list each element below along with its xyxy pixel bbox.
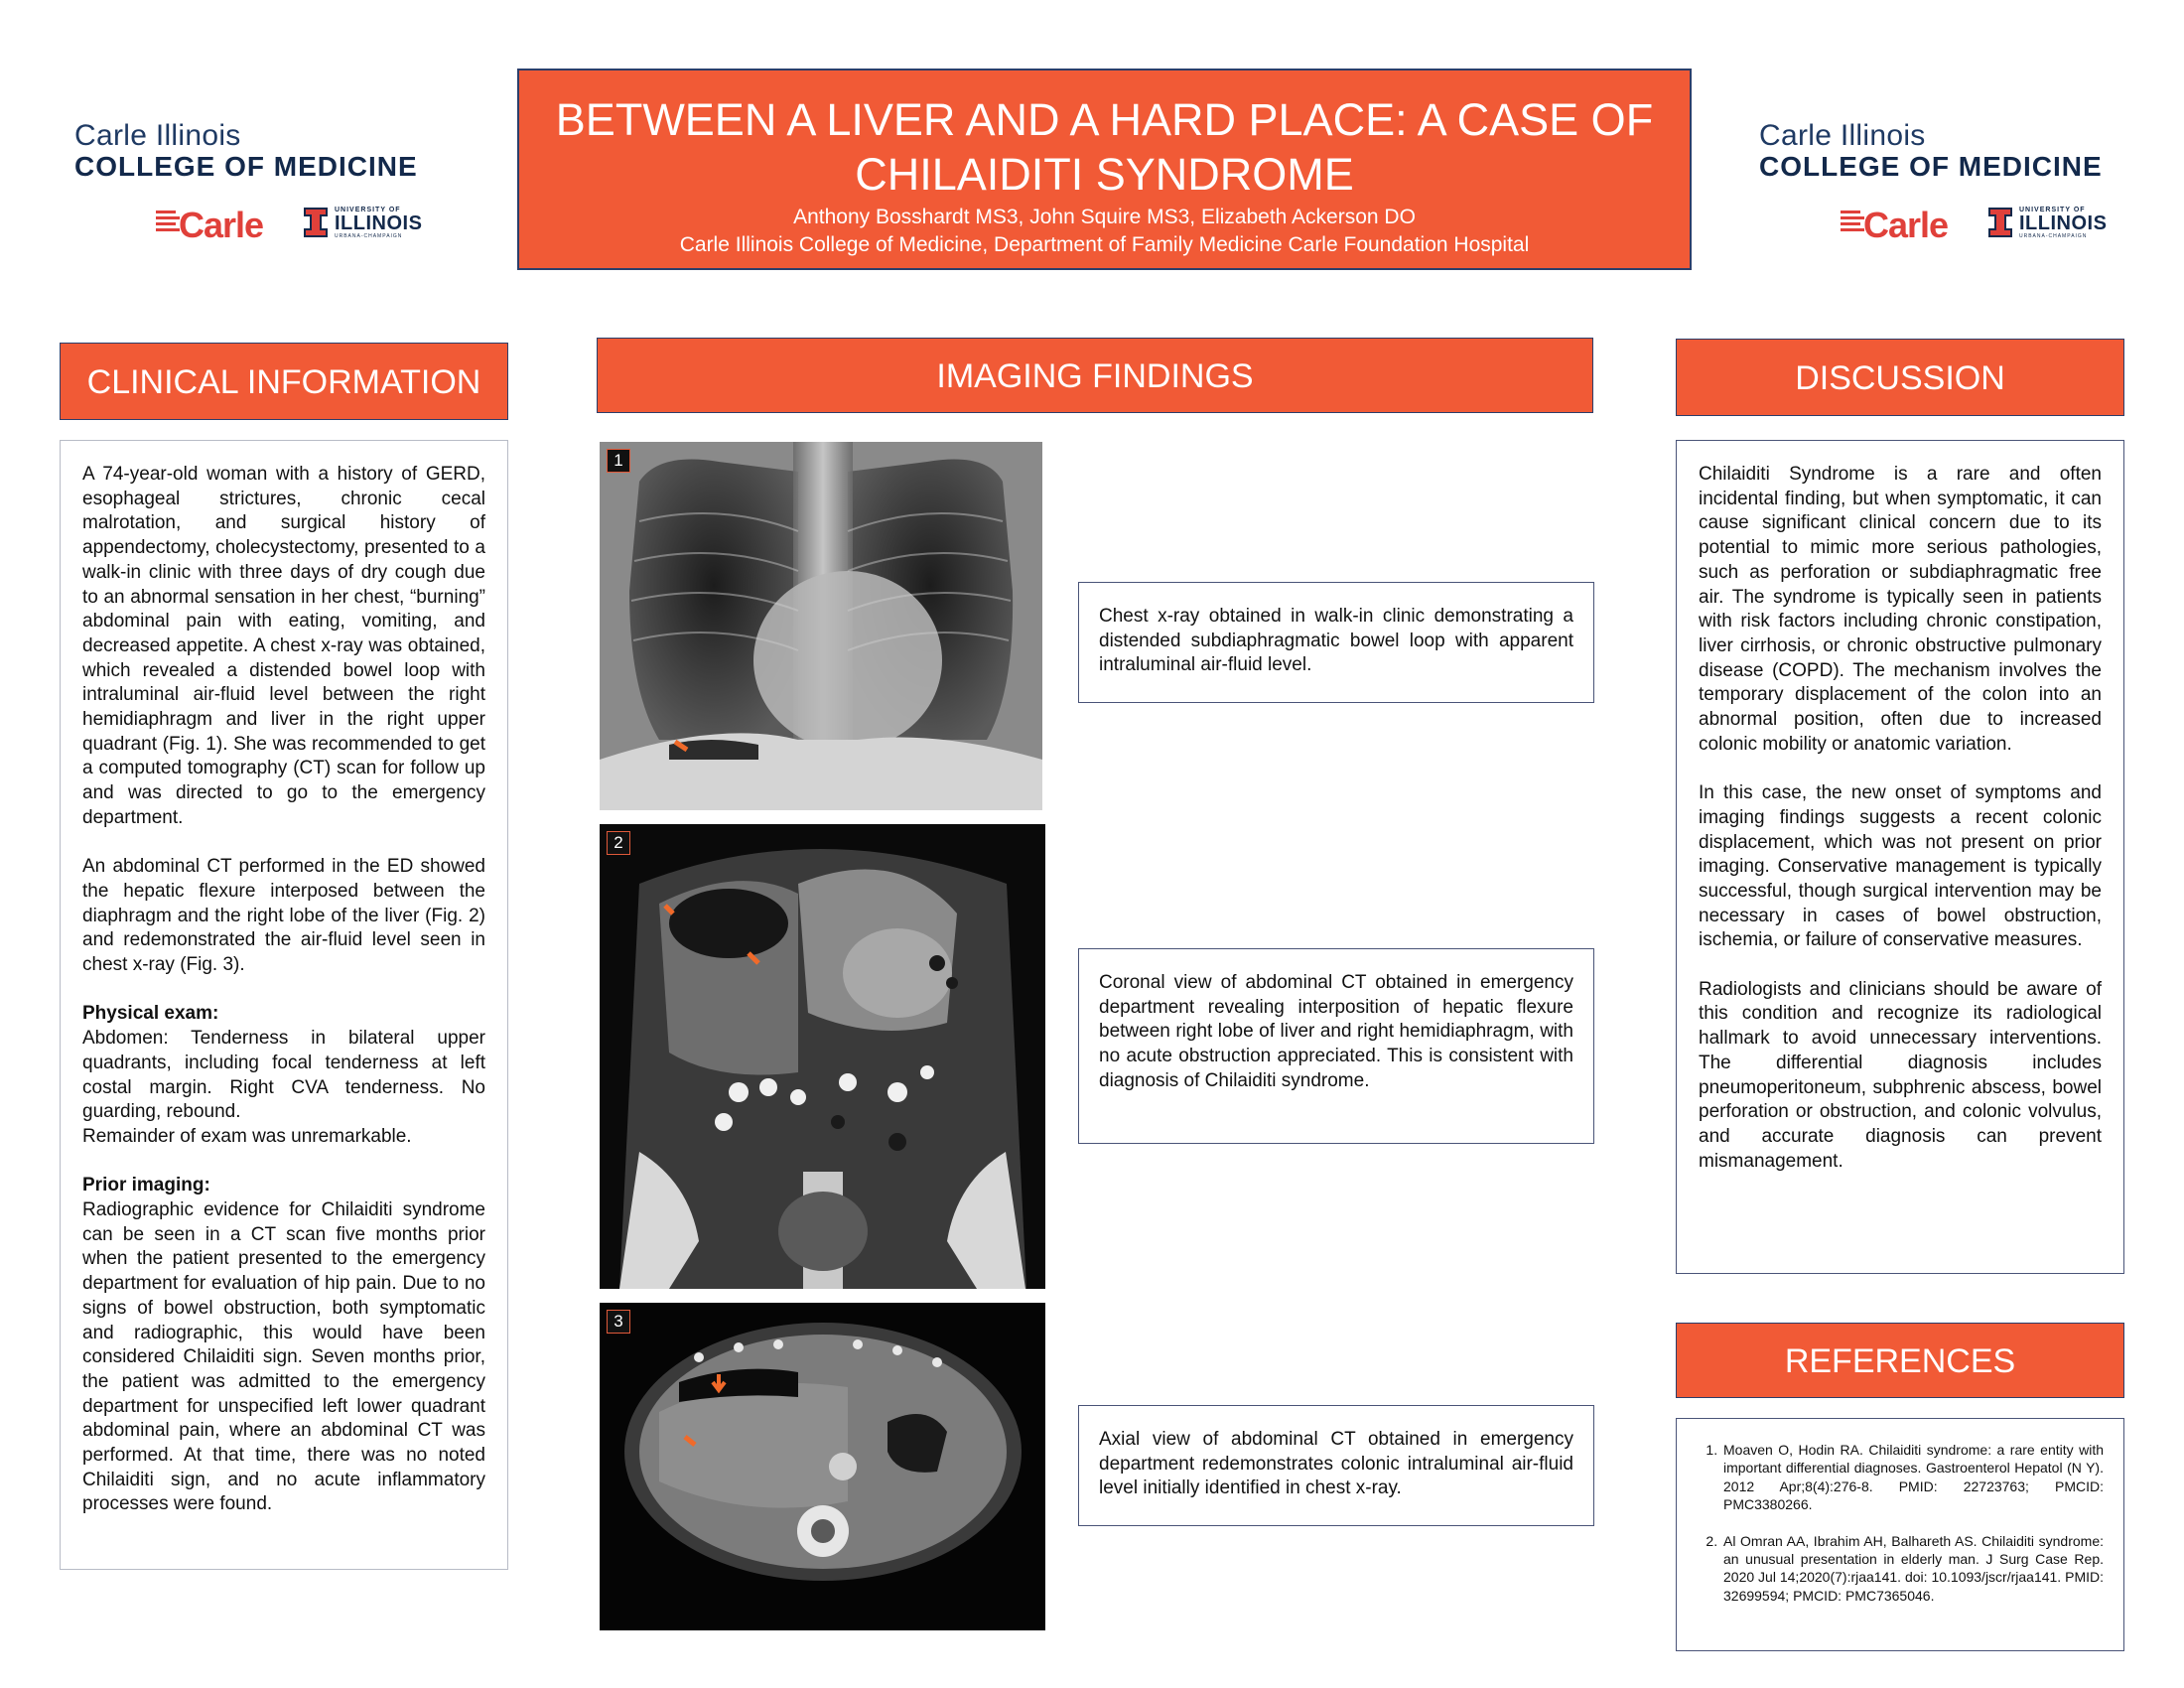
discussion-paragraph-1: Chilaiditi Syndrome is a rare and often incidental finding, but when symptomatic, it can cause significant clinical concern due to its potential to mimic more serious pathologies, such as perforation or subdiaphragmatic free air. The syndrome is typically seen in patients with risk factors including chronic constipation, liver cirrhosis, or chronic obstructive pulmonary disease (COPD). The mechanism involves the temporary displacement of the colon into an abnormal position, often due to increased colonic mobility or anatomic variation. bbox=[1699, 464, 2102, 755]
figure-number: 2 bbox=[607, 831, 630, 855]
discussion-header: DISCUSSION bbox=[1676, 339, 2124, 416]
discussion-paragraph-3: Radiologists and clinicians should be aware of this condition and recognize its radiological hallmark to avoid unnecessary interventions. The differential diagnosis includes pneumoperitoneum, subphrenic abscess, bowel perforation or obstruction, and colonic volvulus, and accurate diagnosis can prevent mismanagement. bbox=[1699, 978, 2102, 1172]
discussion-paragraph-2: In this case, the new onset of symptoms and imaging findings suggests a recent colonic displacement, which was not present on prior imaging. Conservative management is typically successful, though surgical intervention may be necessary in cases of bowel obstruction, ischemia, or failure of conservative measures. bbox=[1699, 782, 2102, 951]
uiuc-illinois: ILLINOIS bbox=[335, 212, 423, 234]
illinois-block-i-icon bbox=[1987, 207, 2013, 238]
references-list bbox=[1677, 1441, 2104, 1605]
logo-left bbox=[74, 119, 432, 248]
physical-exam-text-2: Remainder of exam was unremarkable. bbox=[82, 1125, 412, 1147]
carle-wordmark: Carle bbox=[179, 205, 264, 245]
logo-line1: Carle Illinois bbox=[1759, 119, 1926, 152]
prior-imaging-text: Radiographic evidence for Chilaiditi syndrome can be seen in a CT scan five months prior when the patient presented to the emergency department for evaluation of hip pain. Due to no signs of bowel obstruction, both symptomatic and radiographic, this would have been considered Chilaiditi sign. Seven months prior, the patient was admitted to the emergency department for unspecified left lower quadrant abdominal pain, where an abdominal CT was performed. At that time, there was no noted Chilaiditi sign, and no acute inflammatory processes were found. bbox=[82, 1199, 485, 1515]
title-banner bbox=[517, 69, 1692, 270]
figure-number: 3 bbox=[607, 1310, 630, 1334]
references-header: REFERENCES bbox=[1676, 1323, 2124, 1398]
axial-ct-image bbox=[600, 1303, 1045, 1630]
figure-2-caption: Coronal view of abdominal CT obtained in emergency department revealing interposition of hepatic flexure between right lobe of liver and right hemidiaphragm, with no acute obstruction appreciated. This is consistent with diagnosis of Chilaiditi syndrome. bbox=[1078, 948, 1594, 1144]
uiuc-urbana: URBANA-CHAMPAIGN bbox=[2019, 233, 2088, 239]
logo-line1: Carle Illinois bbox=[74, 119, 241, 152]
carle-wordmark: Carle bbox=[1863, 205, 1949, 245]
figure-3-axial-ct bbox=[600, 1303, 1045, 1630]
logo-line2: COLLEGE OF MEDICINE bbox=[74, 151, 418, 182]
figure-number: 1 bbox=[607, 449, 630, 473]
figure-1-chest-xray bbox=[600, 442, 1042, 810]
references-body bbox=[1676, 1418, 2124, 1651]
poster-title: BETWEEN A LIVER AND A HARD PLACE: A CASE OF CHILAIDITI SYNDROME bbox=[555, 94, 1654, 200]
logo-right bbox=[1759, 119, 2116, 248]
clinical-header: CLINICAL INFORMATION bbox=[60, 343, 508, 420]
uiuc-university-of: UNIVERSITY OF bbox=[335, 207, 401, 213]
reference-item: 2. Al Omran AA, Ibrahim AH, Balhareth AS. Chilaiditi syndrome: an unusual presentation in elderly man. J Surg Case Rep. 2020 Jul 14;2020(7):rjaa141. doi: 10.1093/jscr/rjaa141. PMID: 32699594; PMCID: PMC7365046. bbox=[1721, 1532, 2104, 1606]
physical-exam-text: Abdomen: Tenderness in bilateral upper quadrants, including focal tenderness at left costal margin. Right CVA tenderness. No guarding, rebound. bbox=[82, 1028, 485, 1123]
imaging-header: IMAGING FINDINGS bbox=[597, 338, 1593, 413]
affiliation: Carle Illinois College of Medicine, Department of Family Medicine Carle Foundation Hospital bbox=[679, 233, 1530, 256]
chest-xray-image bbox=[600, 442, 1042, 810]
clinical-body bbox=[60, 440, 508, 1570]
clinical-paragraph-2: An abdominal CT performed in the ED showed the hepatic flexure interposed between the diaphragm and the right lobe of the liver (Fig. 2) and redemonstrated the air-fluid level seen in chest x-ray (Fig. 3). bbox=[82, 856, 485, 976]
physical-exam-title: Physical exam: bbox=[82, 1003, 219, 1025]
reference-item: 1. Moaven O, Hodin RA. Chilaiditi syndrome: a rare entity with important differential diagnoses. Gastroenterol Hepatol (N Y). 2012 Apr;8(4):276-8. PMID: 22723763; PMCID: PMC3380266. bbox=[1721, 1441, 2104, 1514]
figure-2-coronal-ct bbox=[600, 824, 1045, 1289]
prior-imaging-title: Prior imaging: bbox=[82, 1175, 210, 1196]
coronal-ct-image bbox=[600, 824, 1045, 1289]
figure-1-caption: Chest x-ray obtained in walk-in clinic demonstrating a distended subdiaphragmatic bowel loop with apparent intraluminal air-fluid level. bbox=[1078, 582, 1594, 703]
uiuc-wordmark bbox=[2019, 207, 2118, 239]
figure-3-caption: Axial view of abdominal CT obtained in emergency department redemonstrates colonic intraluminal air-fluid level initially identified in chest x-ray. bbox=[1078, 1405, 1594, 1526]
uiuc-university-of: UNIVERSITY OF bbox=[2019, 207, 2086, 213]
clinical-paragraph-1: A 74-year-old woman with a history of GERD, esophageal strictures, chronic cecal malrotation, and surgical history of appendectomy, cholecystectomy, presented to a walk-in clinic with three days of dry cough due to an abnormal sensation in her chest, “burning” abdominal pain with eating, vomiting, and decreased appetite. A chest x-ray was obtained, which revealed a distended bowel loop with intraluminal air-fluid level between the right hemidiaphragm and liver in the right upper quadrant (Fig. 1). She was recommended to get a computed tomography (CT) scan for follow up and was directed to go to the emergency department. bbox=[82, 464, 485, 828]
discussion-body bbox=[1676, 440, 2124, 1274]
authors: Anthony Bosshardt MS3, John Squire MS3, Elizabeth Ackerson DO bbox=[793, 206, 1416, 228]
uiuc-wordmark bbox=[335, 207, 434, 239]
illinois-block-i-icon bbox=[303, 207, 329, 238]
logo-line2: COLLEGE OF MEDICINE bbox=[1759, 151, 2103, 182]
uiuc-illinois: ILLINOIS bbox=[2019, 212, 2108, 234]
uiuc-urbana: URBANA-CHAMPAIGN bbox=[335, 233, 403, 239]
